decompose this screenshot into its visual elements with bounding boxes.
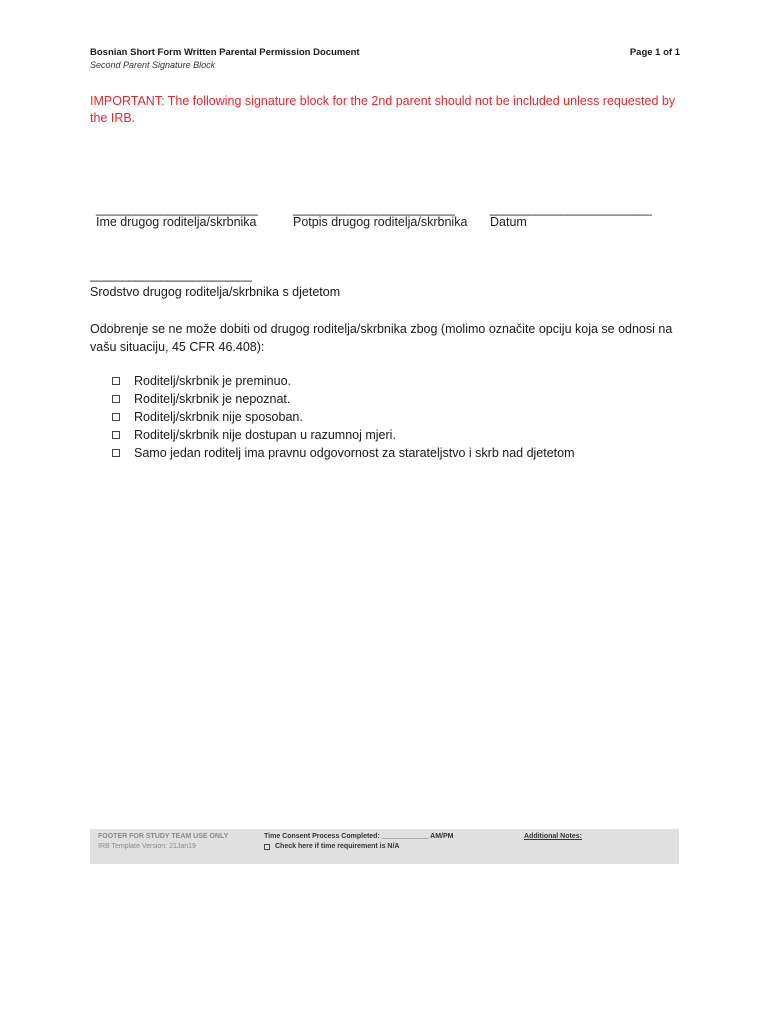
options-list	[112, 372, 575, 462]
option-label: Roditelj/skrbnik je nepoznat.	[134, 392, 291, 406]
name-signature-line: _________________________	[96, 202, 258, 216]
footer-additional-notes: Additional Notes:	[524, 833, 582, 840]
checkbox[interactable]	[112, 431, 120, 439]
footer-study-team-label: FOOTER FOR STUDY TEAM USE ONLY	[98, 833, 229, 840]
checkbox[interactable]	[112, 377, 120, 385]
document-title: Bosnian Short Form Written Parental Permission Document	[90, 47, 360, 58]
consent-paragraph: Odobrenje se ne može dobiti od drugog roditelja/skrbnika zbog (molimo označite opciju koja se odnosi na vašu situaciju, 45 CFR 46.408):	[90, 322, 673, 354]
date-label: Datum	[490, 215, 527, 229]
option-label: Roditelj/skrbnik nije sposoban.	[134, 410, 303, 424]
option-sole-responsibility[interactable]	[112, 444, 575, 462]
option-label: Samo jedan roditelj ima pravnu odgovornost za starateljstvo i skrb nad djetetom	[134, 446, 575, 460]
option-label: Roditelj/skrbnik nije dostupan u razumnoj mjeri.	[134, 428, 396, 442]
option-label: Roditelj/skrbnik je preminuo.	[134, 374, 292, 388]
option-deceased[interactable]	[112, 372, 575, 390]
footer-na-checkbox-row[interactable]	[264, 843, 399, 850]
relationship-line: _________________________	[90, 268, 252, 282]
signature-line: _________________________	[293, 202, 455, 216]
date-line: _________________________	[490, 202, 652, 216]
document-subtitle: Second Parent Signature Block	[90, 60, 216, 70]
page-number: Page 1 of 1	[629, 47, 680, 58]
important-note: IMPORTANT: The following signature block for the 2nd parent should not be included unless requested by the IRB.	[90, 94, 676, 125]
option-unknown[interactable]	[112, 390, 575, 408]
option-incompetent[interactable]	[112, 408, 575, 426]
name-label: Ime drugog roditelja/skrbnika	[96, 215, 257, 229]
checkbox[interactable]	[112, 449, 120, 457]
checkbox[interactable]	[264, 844, 270, 850]
study-team-footer	[90, 829, 679, 864]
option-not-available[interactable]	[112, 426, 575, 444]
signature-label: Potpis drugog roditelja/skrbnika	[293, 215, 468, 229]
footer-template-version: IRB Template Version: 21Jan19	[98, 843, 196, 850]
checkbox[interactable]	[112, 413, 120, 421]
footer-time-completed: Time Consent Process Completed: ____________ AM/PM	[264, 833, 454, 840]
relationship-label: Srodstvo drugog roditelja/skrbnika s djetetom	[90, 285, 341, 299]
footer-na-label: Check here if time requirement is N/A	[275, 843, 400, 850]
checkbox[interactable]	[112, 395, 120, 403]
